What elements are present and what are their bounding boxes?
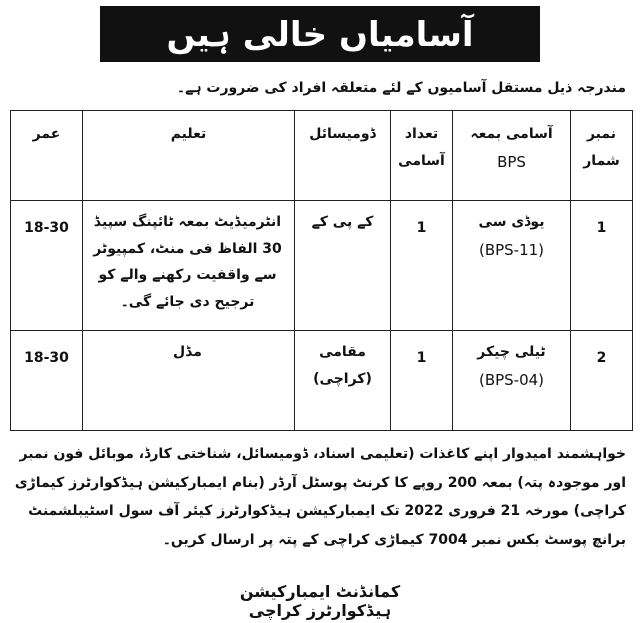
header-domicile: ڈومیسائل	[295, 111, 391, 201]
application-instructions: خواہشمند امیدوار اپنے کاغذات (تعلیمی اسناد، ڈومیسائل، شناختی کارڈ، موبائل فون نمبر اور موجودہ پتہ) بمعہ 200 روپے کا کرنٹ پوسٹل آرڈر (بنام ایمبارکیشن ہیڈکوارٹرز کیماڑی کراچی) مورخہ 21 فروری 2022 تک ایمبارکیشن ہیڈکوارٹرز کیئر آف سول اسٹیبلشمنٹ برانچ پوسٹ بکس نمبر 7004 کیماڑی کراچی کے پتہ پر ارسال کریں۔	[14, 446, 626, 549]
header-qualification: تعلیم	[83, 111, 295, 201]
table-row	[11, 201, 633, 331]
signature-authority: کمانڈنٹ ایمبارکیشن ہیڈکوارٹرز کراچی	[239, 582, 401, 620]
vacancies-table	[10, 110, 633, 431]
row-count: 1	[391, 331, 453, 431]
header-age: عمر	[11, 111, 83, 201]
row-age: 18-30	[11, 201, 83, 331]
page-title: آسامیاں خالی ہیں	[166, 14, 474, 55]
row-serial: 1	[571, 201, 633, 331]
row-post-title: ٹیلی چیکر	[477, 344, 546, 360]
row-post	[453, 331, 571, 431]
row-domicile: مقامی (کراچی)	[295, 331, 391, 431]
row-age: 18-30	[11, 331, 83, 431]
header-serial: نمبر شمار	[571, 111, 633, 201]
table-header-row	[11, 111, 633, 201]
row-post-bps: (BPS-04)	[478, 370, 545, 389]
header-count: تعداد آسامی	[391, 111, 453, 201]
row-domicile: کے پی کے	[295, 201, 391, 331]
table-row	[11, 331, 633, 431]
row-post-bps: (BPS-11)	[478, 240, 545, 259]
row-serial: 2	[571, 331, 633, 431]
header-post	[453, 111, 571, 201]
row-post-title: یوڈی سی	[478, 214, 545, 230]
row-qualification: مڈل	[83, 331, 295, 431]
row-post	[453, 201, 571, 331]
row-qualification: انٹرمیڈیٹ بمعہ ٹائپنگ سپیڈ 30 الفاظ فی منٹ، کمپیوٹر سے واقفیت رکھنے والے کو ترجیح دی جائے گی۔	[83, 201, 295, 331]
header-post-bps: BPS	[497, 152, 526, 171]
intro-text: مندرجہ ذیل مستقل آسامیوں کے لئے متعلقہ افراد کی ضرورت ہے۔	[176, 80, 626, 96]
row-count: 1	[391, 201, 453, 331]
header-post-label: آسامی بمعہ	[470, 126, 553, 142]
page-title-banner	[100, 6, 540, 62]
